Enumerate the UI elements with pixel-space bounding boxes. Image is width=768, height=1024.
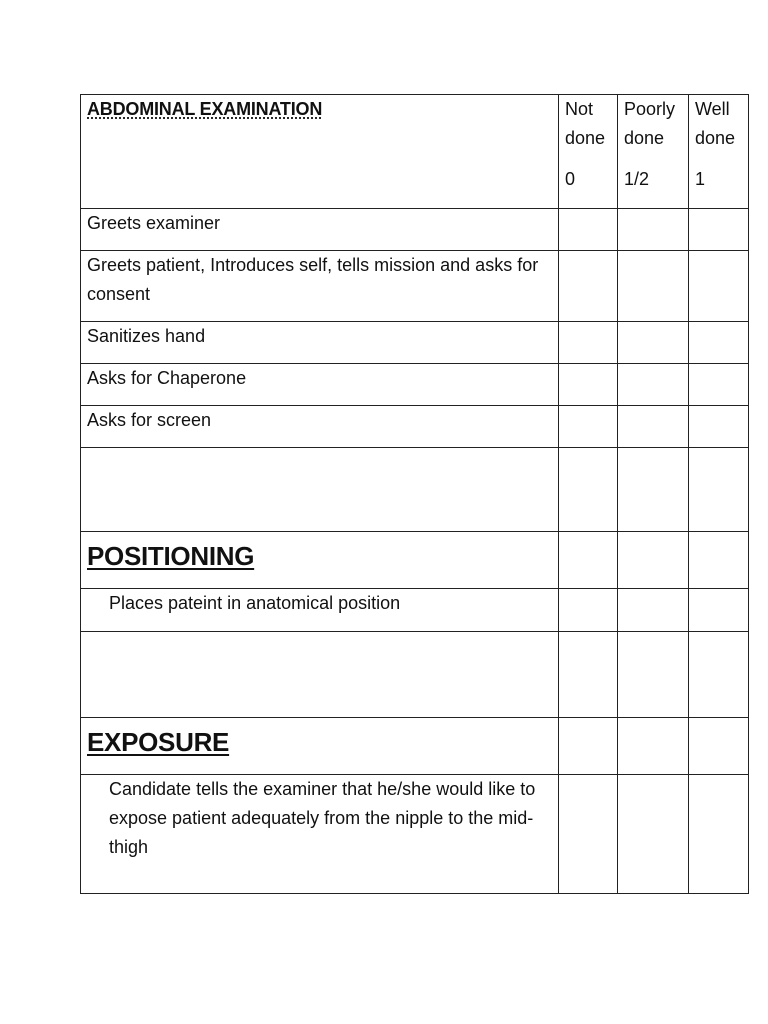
checklist-row: [81, 322, 749, 364]
score-cell-well-done[interactable]: [689, 209, 749, 251]
score-header-well-done: [689, 95, 749, 209]
score-cell-poorly-done[interactable]: [618, 589, 689, 632]
section-heading-exposure: EXPOSURE: [87, 727, 230, 757]
item-cell: [81, 589, 559, 632]
score-cell-well-done[interactable]: [689, 322, 749, 364]
score-cell-not-done[interactable]: [559, 322, 618, 364]
blank-cell: [559, 448, 618, 532]
score-label: Poorly done: [624, 99, 676, 148]
score-cell-not-done[interactable]: [559, 364, 618, 406]
score-cell-well-done[interactable]: [689, 364, 749, 406]
blank-cell: [689, 632, 749, 718]
section-row-positioning: [81, 532, 749, 589]
checklist-row: [81, 775, 749, 894]
header-row: [81, 95, 749, 209]
score-cell-well-done[interactable]: [689, 589, 749, 632]
score-cell-not-done[interactable]: [559, 775, 618, 894]
blank-cell: [81, 448, 559, 532]
score-cell-poorly-done[interactable]: [618, 251, 689, 322]
section-cell: [81, 532, 559, 589]
item-asks-chaperone: Asks for Chaperone: [81, 364, 559, 406]
item-places-patient: Places pateint in anatomical position: [109, 593, 401, 613]
score-label: Well done: [695, 99, 736, 148]
blank-cell: [618, 532, 689, 589]
checklist-title-cell: [81, 95, 559, 209]
score-value: 1/2: [624, 169, 650, 189]
item-candidate-tells-examiner: Candidate tells the examiner that he/she would like to expose patient adequately from the nipple to the mid-thigh: [109, 779, 536, 857]
blank-cell: [689, 718, 749, 775]
item-cell: [81, 775, 559, 894]
score-cell-not-done[interactable]: [559, 251, 618, 322]
blank-cell: [81, 632, 559, 718]
score-cell-well-done[interactable]: [689, 775, 749, 894]
score-cell-poorly-done[interactable]: [618, 775, 689, 894]
score-cell-well-done[interactable]: [689, 251, 749, 322]
score-cell-not-done[interactable]: [559, 406, 618, 448]
blank-cell: [689, 532, 749, 589]
checklist-title: ABDOMINAL EXAMINATION: [87, 99, 323, 119]
blank-row: [81, 632, 749, 718]
item-greets-examiner: Greets examiner: [81, 209, 559, 251]
score-cell-not-done[interactable]: [559, 209, 618, 251]
blank-cell: [559, 532, 618, 589]
score-header-poorly-done: [618, 95, 689, 209]
checklist-row: [81, 364, 749, 406]
blank-cell: [559, 632, 618, 718]
score-cell-poorly-done[interactable]: [618, 364, 689, 406]
blank-cell: [618, 448, 689, 532]
score-cell-poorly-done[interactable]: [618, 209, 689, 251]
section-heading-positioning: POSITIONING: [87, 541, 255, 571]
blank-row: [81, 448, 749, 532]
abdominal-examination-checklist: [80, 94, 749, 894]
item-asks-screen: Asks for screen: [81, 406, 559, 448]
checklist-row: [81, 209, 749, 251]
checklist-row: [81, 406, 749, 448]
blank-cell: [618, 718, 689, 775]
blank-cell: [618, 632, 689, 718]
score-cell-poorly-done[interactable]: [618, 322, 689, 364]
score-header-not-done: [559, 95, 618, 209]
score-value: 0: [565, 169, 576, 189]
score-cell-well-done[interactable]: [689, 406, 749, 448]
blank-cell: [559, 718, 618, 775]
checklist-row: [81, 589, 749, 632]
section-row-exposure: [81, 718, 749, 775]
item-sanitizes-hand: Sanitizes hand: [81, 322, 559, 364]
item-greets-patient: Greets patient, Introduces self, tells mission and asks for consent: [81, 251, 559, 322]
section-cell: [81, 718, 559, 775]
score-value: 1: [695, 169, 706, 189]
checklist-row: [81, 251, 749, 322]
score-cell-poorly-done[interactable]: [618, 406, 689, 448]
score-cell-not-done[interactable]: [559, 589, 618, 632]
score-label: Not done: [565, 99, 606, 148]
blank-cell: [689, 448, 749, 532]
